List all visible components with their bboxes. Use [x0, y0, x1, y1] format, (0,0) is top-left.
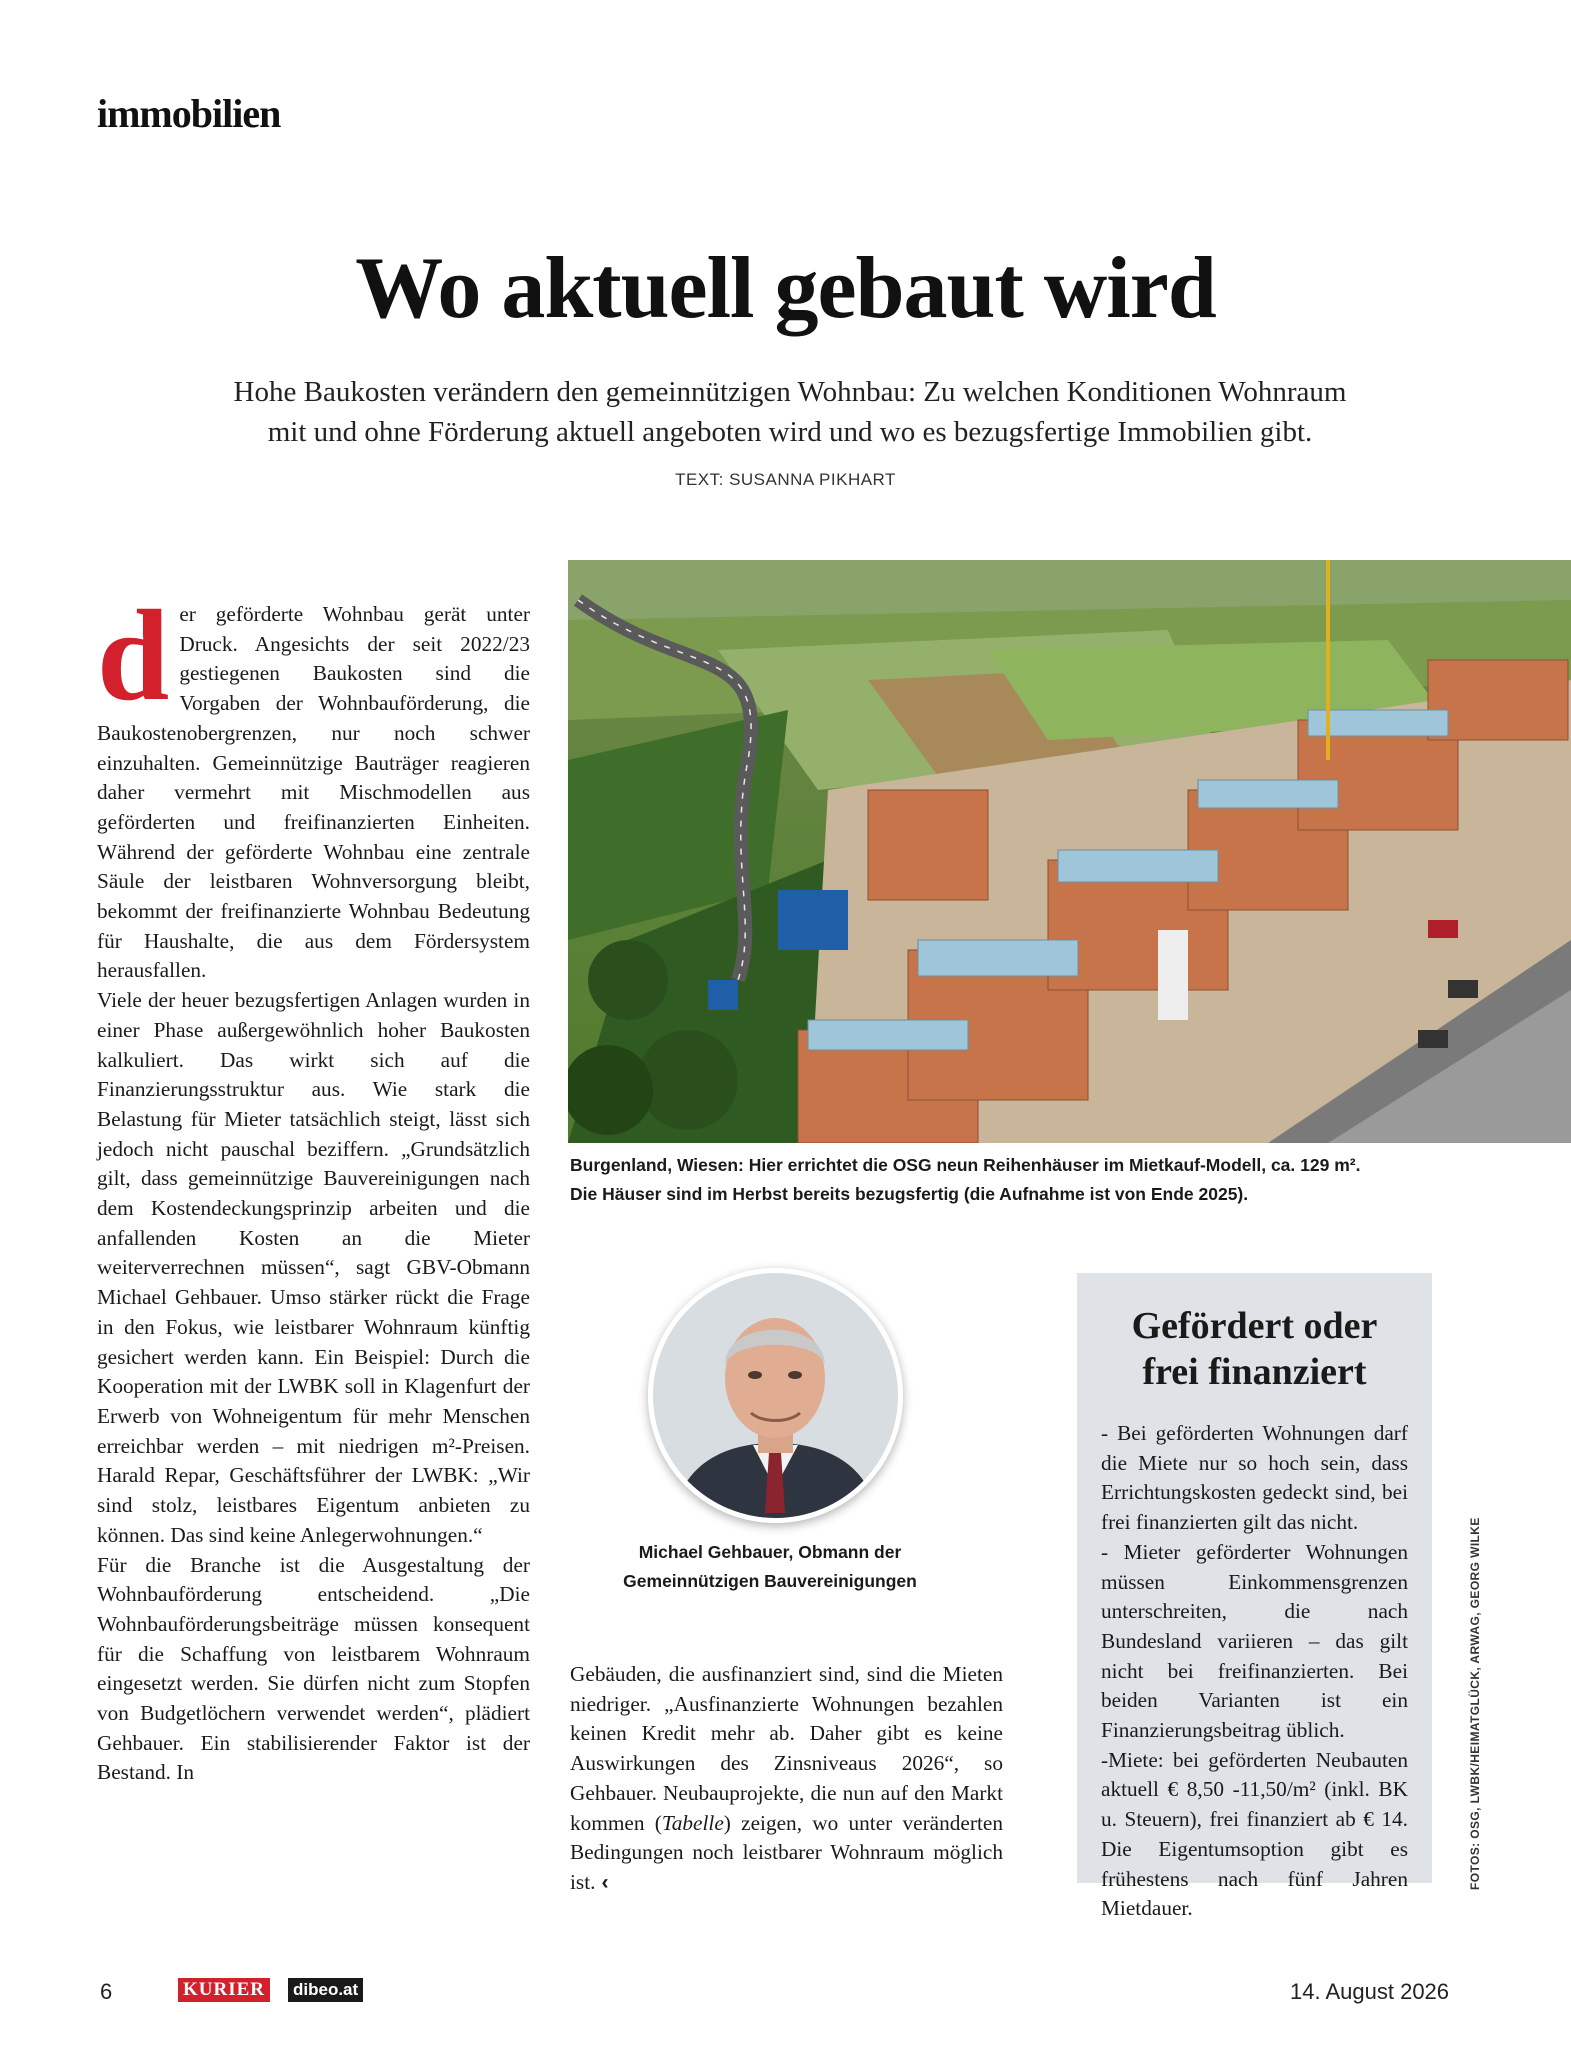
body-paragraph [570, 1660, 1003, 1898]
body-text: Gebäuden, die ausfinanziert sind, sind die Mieten niedriger. „Ausfinanzierte Wohnungen bezahlen keinen Kredit mehr ab. Daher gibt es keine Auswirkungen des Zinsniveaus 2026“, so Gehbauer. Neubauprojekte, die nun auf den Markt kommen ( [570, 1662, 1003, 1835]
info-box-item: - Bei geförderten Wohnungen darf die Miete nur so hoch sein, dass Errichtungskosten gedeckt sind, bei frei finanzierten gilt das nicht. [1101, 1421, 1408, 1535]
photo-caption: Burgenland, Wiesen: Hier errichtet die OSG neun Reihenhäuser im Mietkauf-Modell, ca. 129 m². Die Häuser sind im Herbst bereits bezugsfertig (die Aufnahme ist von Ende 2025). [570, 1155, 1361, 1204]
body-paragraph: Für die Branche ist die Ausgestaltung der Wohnbauförderung entscheidend. „Die Wohnbauförderungsbeiträge müssen konsequent für die Schaffung von leistbarem Wohnraum eingesetzt werden. Sie dürfen nicht zum Stopfen von Budgetlöchern verwendet werden“, plädiert Gehbauer. Ein stabilisierender Faktor ist der Bestand. In [97, 1552, 530, 1785]
page-number: 6 [100, 1979, 113, 2004]
info-box-title [1101, 1303, 1408, 1395]
portrait-caption-line: Gemeinnützigen Bauvereinigungen [623, 1571, 917, 1591]
info-box-title-line: Gefördert oder [1131, 1305, 1378, 1347]
info-box-item: - Mieter geförderter Wohnungen müssen Einkommensgrenzen unterschreiten, die nach Bundesland variieren – das gilt nicht bei freifinanzierten. Bei beiden Varianten ist ein Finanzierungsbeitrag üblich. [1101, 1539, 1408, 1743]
standfirst-line: Hohe Baukosten verändern den gemeinnützigen Wohnbau: Zu welchen Konditionen Wohnraum [233, 376, 1347, 408]
page-date: 14. August 2026 [1290, 1979, 1450, 2004]
table-reference: Tabelle [661, 1810, 724, 1835]
body-text: ) zeigen, wo unter veränderten Bedingungen noch leistbarer Wohnraum möglich ist. [570, 1810, 1003, 1894]
portrait-caption [590, 1538, 950, 1596]
photo-credit: FOTOS: OSG, LWBK/HEIMATGLÜCK, ARWAG, GEORG WILKE [1468, 1517, 1482, 1890]
body-column-left [97, 584, 530, 1788]
info-box [1077, 1273, 1432, 1921]
article-title: Wo aktuell gebaut wird [355, 240, 1216, 337]
portrait-caption-line: Michael Gehbauer, Obmann der [638, 1542, 902, 1562]
info-box-item: -Miete: bei geförderten Neubauten aktuell € 8,50 -11,50/m² (inkl. BK u. Steuern), frei finanziert ab € 14. Die Eigentumsoption gibt es frühestens nach fünf Jahren Mietdauer. [1101, 1747, 1408, 1921]
kurier-logo: KURIER [178, 1978, 270, 2002]
body-text: er geförderte Wohnbau gerät unter Druck. Angesichts der seit 2022/23 gestiegenen Baukosten sind die Vorgaben der Wohnbauförderung, die Baukostenobergrenzen, nur noch schwer einzuhalten. Gemeinnützige Bauträger reagieren daher vermehrt mit Mischmodellen aus geförderten und freifinanzierten Einheiten. Während der geförderte Wohnbau eine zentrale Säule der leistbaren Wohnversorgung bleibt, bekommt der freifinanzierte Wohnbau Bedeutung für Haushalte, die aus dem Fördersystem herausfallen. [97, 602, 530, 983]
body-paragraph [97, 584, 530, 986]
article-standfirst [90, 372, 1490, 452]
chevron-left-icon: ‹ [601, 1869, 609, 1894]
info-box-title-line: frei finanziert [1142, 1351, 1367, 1393]
portrait-photo [648, 1268, 903, 1523]
body-column-middle [570, 1660, 1003, 1898]
dropcap: d [97, 584, 170, 728]
standfirst-line: mit und ohne Förderung aktuell angeboten wird und wo es bezugsfertige Immobilien gibt. [267, 416, 1313, 448]
construction-site-photo [568, 560, 1571, 1143]
section-label: immobilien [97, 91, 281, 136]
byline: TEXT: SUSANNA PIKHART [675, 470, 896, 489]
info-box-text [1101, 1419, 1408, 1924]
body-paragraph: Viele der heuer bezugsfertigen Anlagen wurden in einer Phase außergewöhnlich hoher Baukosten kalkuliert. Das wirkt sich auf die Finanzierungsstruktur aus. Wie stark die Belastung für Mieter tatsächlich steigt, lässt sich jedoch nicht pauschal beziffern. „Grundsätzlich gilt, dass gemeinnützige Bauvereinigungen nach dem Kostendeckungsprinzip arbeiten und die anfallenden Kosten an die Mieter weiterverrechnen müssen“, sagt GBV-Obmann Michael Gehbauer. Umso stärker rückt die Frage in den Fokus, wie leistbarer Wohnraum künftig gesichert werden kann. Ein Beispiel: Durch die Kooperation mit der LWBK soll in Klagenfurt der Erwerb von Wohneigentum für mehr Menschen erreichbar werden – mit niedrigen m²-Preisen. Harald Repar, Geschäftsführer der LWBK: „Wir sind stolz, leistbares Eigentum anbieten zu können. Das sind keine Anlegerwohnungen.“ [97, 988, 530, 1547]
dibeo-logo: dibeo.at [288, 1978, 363, 2002]
